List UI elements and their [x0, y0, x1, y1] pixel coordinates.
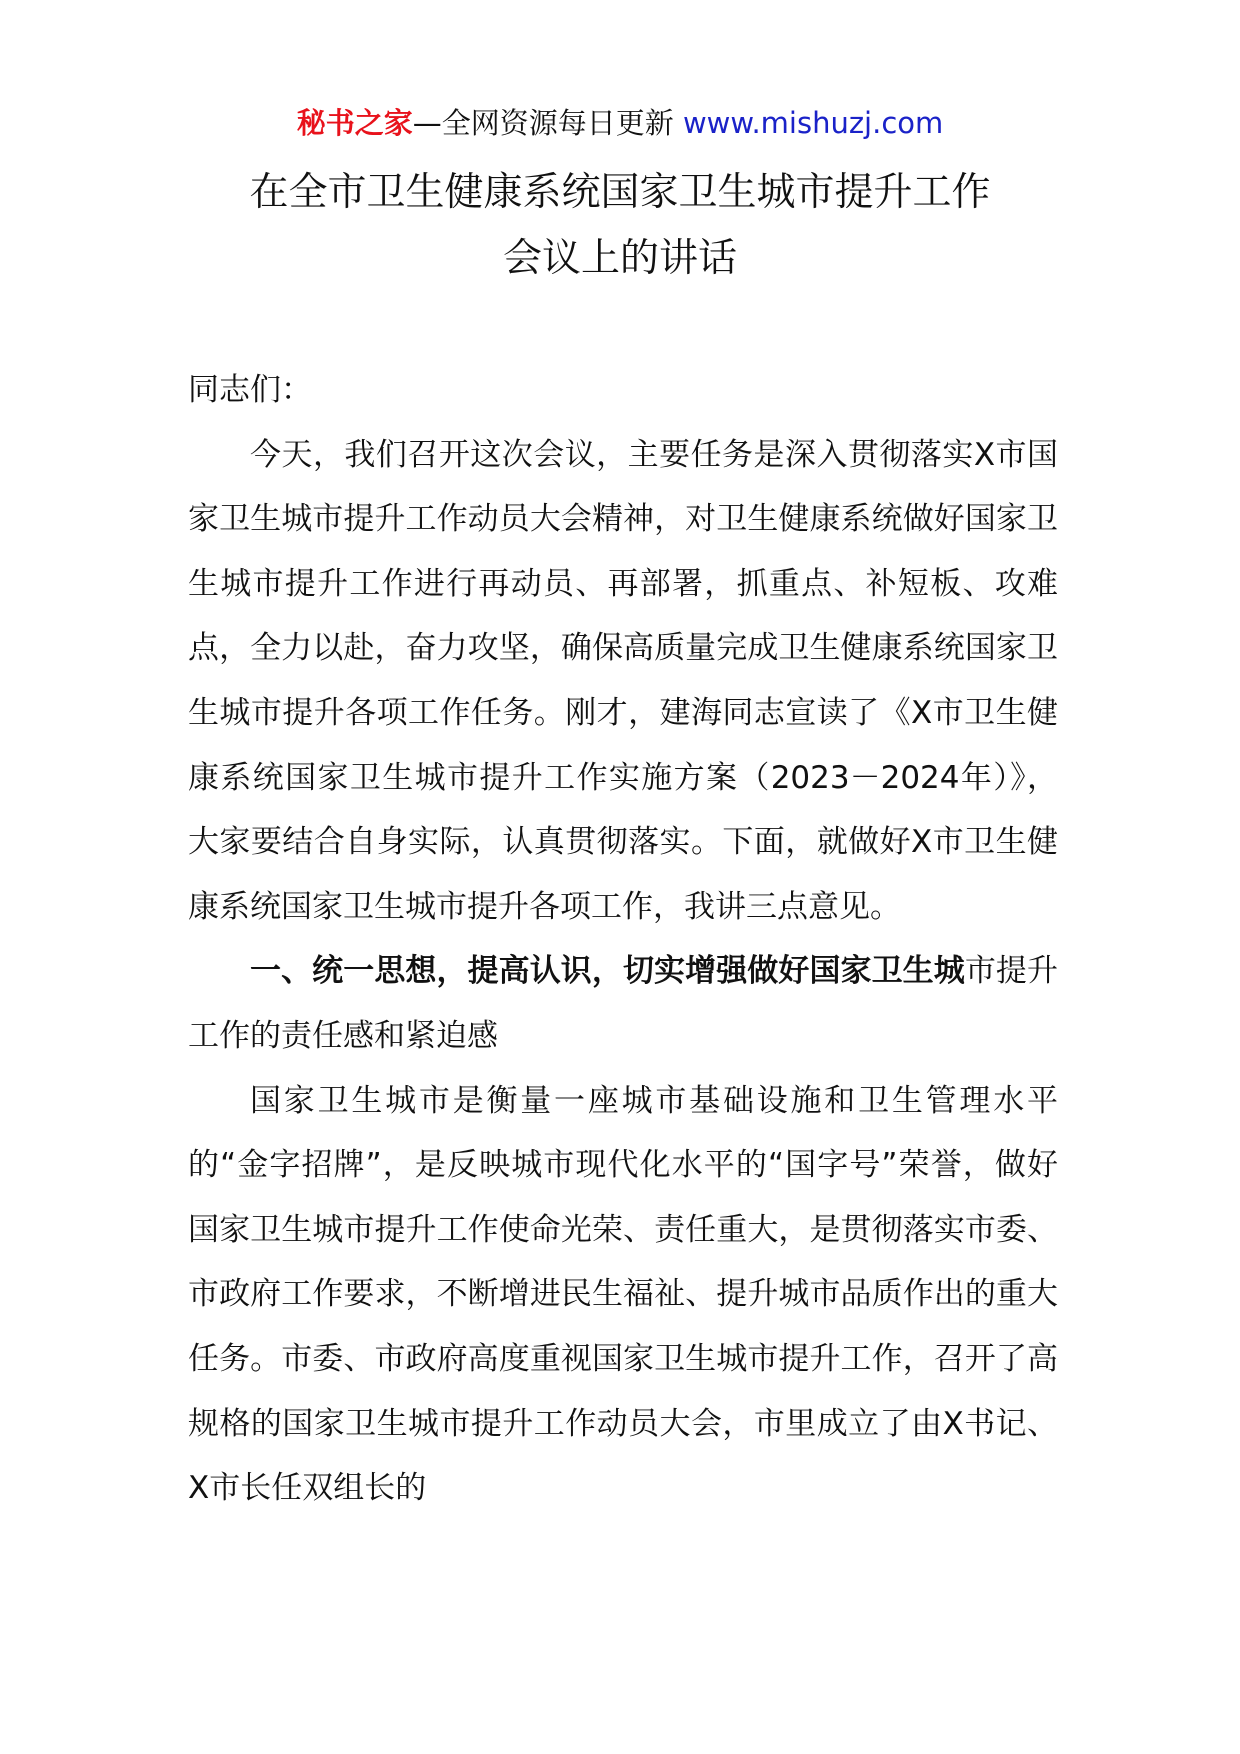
title-line-2: 会议上的讲话 — [502, 236, 737, 281]
site-watermark-header — [0, 100, 1240, 146]
title-line-1: 在全市卫生健康系统国家卫生城市提升工作 — [249, 170, 991, 215]
paragraph-section-1: 国家卫生城市是衡量一座城市基础设施和卫生管理水平的“金字招牌”，是反映城市现代化水平的“国字号”荣誉，做好国家卫生城市提升工作使命光荣、责任重大，是贯彻落实市委、市政府工作要求，不断增进民生福祉、提升城市品质作出的重大任务。市委、市政府高度重视国家卫生城市提升工作，召开了高规格的国家卫生城市提升工作动员大会，市里成立了由X书记、X市长任双组长的 — [188, 1082, 1058, 1507]
header-tagline: —全网资源每日更新 — [412, 106, 683, 140]
brand-name: 秘书之家 — [296, 106, 413, 140]
document-title — [0, 160, 1240, 292]
document-body — [188, 358, 1058, 1521]
paragraph-intro: 今天，我们召开这次会议，主要任务是深入贯彻落实X市国家卫生城市提升工作动员大会精神，对卫生健康系统做好国家卫生城市提升工作进行再动员、再部署，抓重点、补短板、攻难点，全力以赴，奋力攻坚，确保高质量完成卫生健康系统国家卫生城市提升各项工作任务。刚才，建海同志宣读了《X市卫生健康系统国家卫生城市提升工作实施方案（2023－2024年）》，大家要结合自身实际，认真贯彻落实。下面，就做好X市卫生健康系统国家卫生城市提升各项工作，我讲三点意见。 — [188, 436, 1058, 925]
salutation: 同志们： — [188, 372, 312, 408]
site-url-link[interactable]: www.mishuzj.com — [682, 106, 944, 140]
section-heading-1-rest: 市提升工作的责任感和紧迫感 — [188, 953, 1059, 1054]
section-heading-1-bold: 一、统一思想，提高认识，切实增强做好国家卫生城 — [250, 953, 965, 990]
section-heading-1 — [188, 939, 1058, 1068]
